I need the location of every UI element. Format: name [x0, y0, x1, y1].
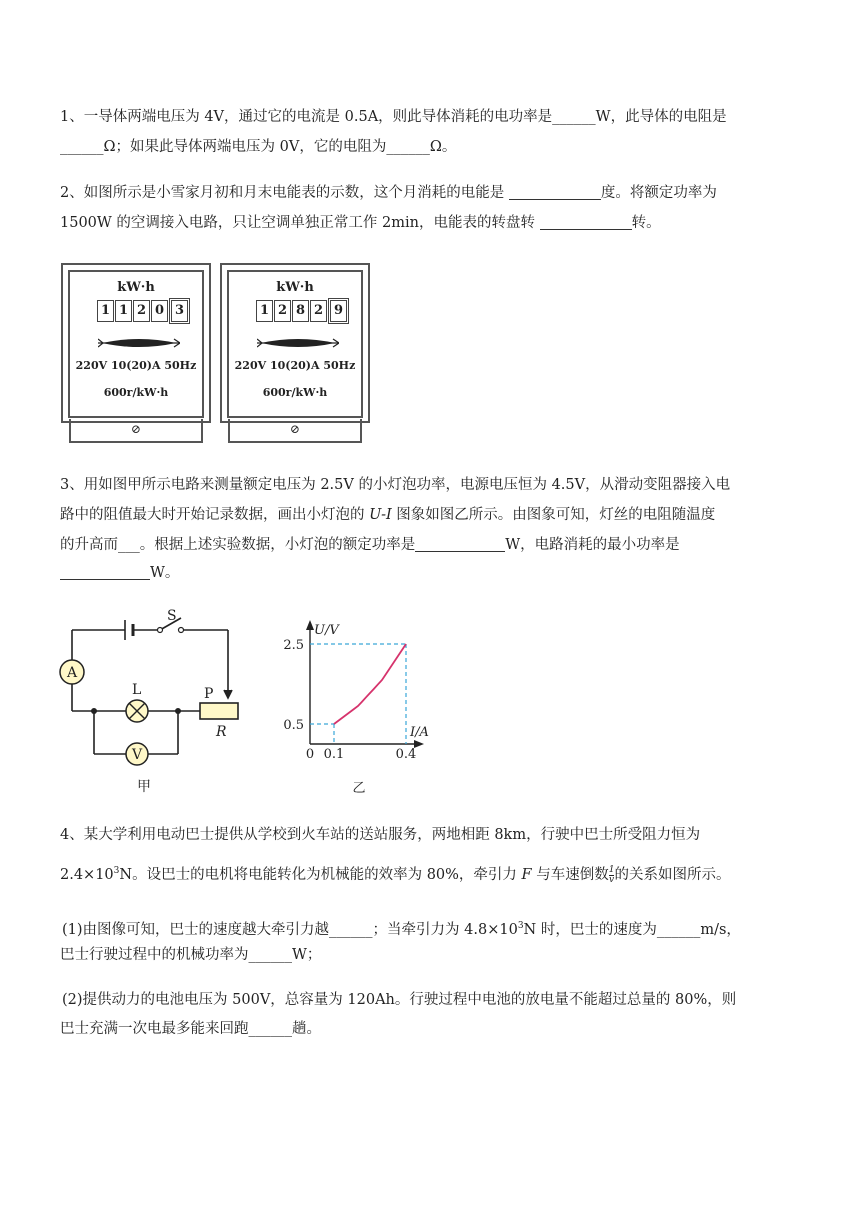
q2-line1-text-b: 度。将额定功率为: [600, 185, 717, 201]
voltmeter-label: V: [131, 747, 143, 763]
y-axis-label: U/V: [314, 623, 339, 638]
meter-disc-arrow-icon: [98, 336, 180, 350]
q1-line1: 1、一导体两端电压为 4V，通过它的电流是 0.5A，则此导体消耗的电功率是______W，此导体的电阻是: [60, 109, 727, 125]
y-tick-label: 0.5: [283, 718, 304, 733]
q4-sub2-line1: (2)提供动力的电池电压为 500V，总容量为 120Ah。行驶过程中电池的放电量不能超过总量的 80%，则: [62, 992, 737, 1008]
fraction-numerator: 1: [608, 864, 615, 875]
resistor-label: R: [216, 724, 227, 740]
x-tick-label: 0.1: [323, 747, 345, 762]
q3-line3-text-a: 的升高而___。根据上述实验数据，小灯泡的额定功率是: [60, 537, 416, 553]
q4-line2-text-a: 2.4×10: [60, 867, 114, 883]
meter-unit-label: kW·h: [276, 280, 314, 295]
meter-disc-arrow-icon: [257, 336, 339, 350]
q3-line2-text-b: 图象如图乙所示。由图象可知，灯丝的电阻随温度: [391, 507, 716, 523]
energy-meter-end: [220, 263, 370, 443]
y-tick-label: 2.5: [283, 638, 304, 653]
q3-ui-symbol: U-I: [369, 507, 392, 523]
meter-digit: 8: [292, 300, 309, 322]
fraction-denominator: v: [609, 874, 615, 885]
meter-rating-label: 220V 10(20)A 50Hz: [75, 359, 197, 372]
meter-screw-icon: ⊘: [130, 422, 142, 436]
q4-sub2-line2: 巴士充满一次电最多能来回跑______趟。: [60, 1021, 321, 1037]
q3-line2-text-a: 路中的阻值最大时开始记录数据，画出小灯泡的: [60, 507, 370, 523]
q2-blank-energy[interactable]: [509, 183, 601, 200]
x-axis-label: I/A: [410, 725, 429, 740]
q2-line2-text-a: 1500W 的空调接入电路，只让空调单独正常工作 2min，电能表的转盘转: [60, 215, 540, 231]
q3-line4: [60, 558, 805, 588]
q2-line2: [60, 208, 805, 238]
meter-digit: 2: [274, 300, 291, 322]
meter-unit-label: kW·h: [117, 280, 155, 295]
q1-line2: ______Ω；如果此导体两端电压为 0V，它的电阻为______Ω。: [60, 139, 457, 155]
q4-exponent: 3: [113, 866, 120, 876]
q3-line3-text-b: W，电路消耗的最小功率是: [505, 537, 680, 553]
q4-line1: 4、某大学利用电动巴士提供从学校到火车站的送站服务，两地相距 8km，行驶中巴士所受阻力恒为: [60, 827, 701, 843]
meter-base: [228, 419, 362, 443]
meter-digit: 0: [151, 300, 168, 322]
ui-curve-series: [334, 644, 406, 724]
meter-digits: [256, 300, 348, 322]
meter-digits: [97, 300, 189, 322]
q4-force-symbol: F: [521, 867, 532, 883]
q4-sub1-text-b: N 时，巴士的速度为______m/s，: [523, 922, 741, 938]
q3-blank-min-power[interactable]: [60, 563, 150, 580]
switch-label: S: [167, 608, 177, 624]
meter-rating-label: 220V 10(20)A 50Hz: [234, 359, 356, 372]
q3-blank-rated-power[interactable]: [415, 535, 505, 552]
meter-screw-icon: ⊘: [289, 422, 301, 436]
meter-digit-decimal: 3: [171, 300, 188, 322]
q4-sub1-exponent: 3: [517, 921, 524, 931]
meter-digit-decimal: 9: [330, 300, 347, 322]
ammeter-label: A: [66, 665, 78, 681]
q4-line2: [60, 856, 805, 890]
meter-outer-frame: [61, 263, 211, 423]
x-tick-label: 0.4: [395, 747, 417, 762]
meter-digit: 2: [310, 300, 327, 322]
q4-line2-text-b: N。设巴士的电机将电能转化为机械能的效率为 80%，牵引力: [119, 867, 522, 883]
lamp-label: L: [132, 682, 142, 698]
q2-line1-text-a: 2、如图所示是小雪家月初和月末电能表的示数，这个月消耗的电能是: [60, 185, 509, 201]
q2-line2-text-b: 转。: [631, 215, 661, 231]
q2-line1: [60, 178, 805, 208]
meter-digit: 1: [97, 300, 114, 322]
slider-label: P: [204, 686, 214, 702]
meter-revolution-label: 600r/kW·h: [103, 386, 169, 399]
q3-line1: 3、用如图甲所示电路来测量额定电压为 2.5V 的小灯泡功率，电源电压恒为 4.5V，从滑动变阻器接入电: [60, 477, 731, 493]
meter-digit: 1: [115, 300, 132, 322]
q4-line2-text-d: 的关系如图所示。: [614, 867, 731, 883]
q3-line2: [60, 500, 805, 530]
q2-blank-revolutions[interactable]: [540, 213, 632, 230]
circuit-caption: 甲: [137, 779, 151, 795]
q4-sub1-text-a: (1)由图像可知，巴士的速度越大牵引力越______；当牵引力为 4.8×10: [62, 922, 518, 938]
ui-graph: [280, 612, 450, 798]
meter-digit: 1: [256, 300, 273, 322]
q3-line3: [60, 530, 805, 560]
meter-revolution-label: 600r/kW·h: [262, 386, 328, 399]
meter-inner-frame: [227, 270, 363, 418]
circuit-diagram: [50, 608, 260, 798]
q3-line4-text: W。: [150, 565, 180, 581]
meter-inner-frame: [68, 270, 204, 418]
meter-base: [69, 419, 203, 443]
y-axis-arrow-icon: [306, 620, 314, 630]
q4-sub1-line2: 巴士行驶过程中的机械功率为______W；: [60, 947, 322, 963]
q4-line2-text-c: 与车速倒数: [531, 867, 609, 883]
meter-digit: 2: [133, 300, 150, 322]
graph-caption: 乙: [352, 781, 366, 796]
origin-label: 0: [305, 747, 315, 762]
energy-meter-start: [61, 263, 211, 443]
meter-outer-frame: [220, 263, 370, 423]
